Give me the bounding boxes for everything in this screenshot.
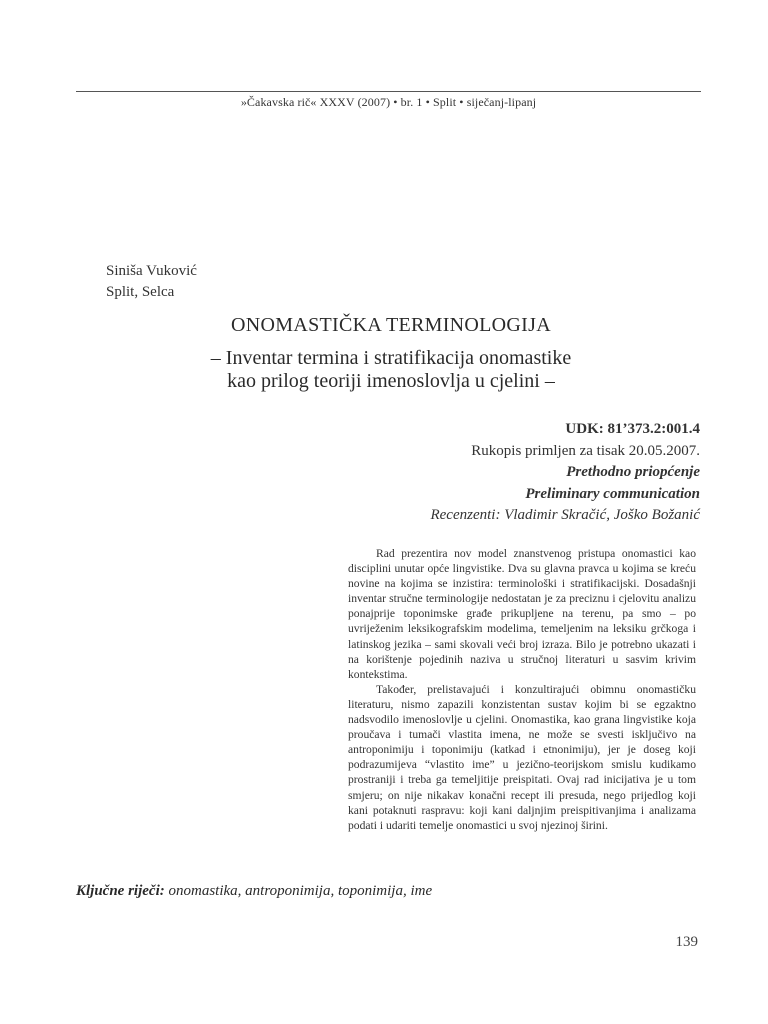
keywords-label: Ključne riječi: — [76, 883, 165, 899]
keywords — [76, 883, 432, 900]
abstract-paragraph: Rad prezentira nov model znanstvenog pristupa onomastici kao disciplini unutar opće lingvistike. Dva su glavna pravca u kojima se kreću novine na kojima se inzistira: terminološki i stratifikacijski. Dosadašnji inventar stručne terminologije nedostatan je za preciznu i cjelovitu analizu ponajprije toponimske građe prikupljene na terenu, pa smo – po uvriježenim leksikografskim modelima, temeljenim na leksiku grčkoga i latinskog jezika – sami skovali veći broj izraza. Bilo je potrebno ukazati i na korištenje pojedinih naziva u stručnoj literaturi u sasvim krivim kontekstima. — [348, 547, 696, 681]
article-type-en: Preliminary communication — [525, 485, 700, 502]
author-block — [106, 261, 197, 303]
reviewers: Recenzenti: Vladimir Skračić, Joško Božanić — [430, 507, 700, 523]
subtitle-line-1: – Inventar termina i stratifikacija onomastike — [210, 347, 572, 369]
keywords-text: onomastika, antroponimija, toponimija, ime — [168, 883, 433, 899]
subtitle-line-2: kao prilog teoriji imenoslovlja u cjelini – — [227, 370, 555, 392]
abstract — [348, 546, 696, 833]
author-location: Split, Selca — [106, 284, 175, 300]
page-number: 139 — [675, 934, 698, 950]
article-subtitle — [106, 347, 676, 393]
article-type-hr: Prethodno priopćenje — [566, 464, 700, 480]
header-rule — [76, 91, 701, 92]
udk-code: UDK: 81’373.2:001.4 — [565, 421, 700, 437]
abstract-paragraph: Također, prelistavajući i konzultirajući obimnu onomastičku literaturu, nismo zapazili konzistentan sustav kojim bi se egzaktno nadsvodilo imenoslovlje u cjelini. Onomastika, kao grana lingvistike koja proučava i tumači vlastita imena, ne može se svesti isključivo na antroponimiju i toponimiju (katkad i etnonimiju), jer je doseg koji podrazumijeva “vlastito ime” u jezično-teorijskom smislu kudikamo prostraniji i treba ga temeljitije preispitati. Ovaj rad inicijativa je u tom smjeru; on nije nikakav konačni recept ili presuda, nego prijedlog koji kani potaknuti raspravu: koji kani daljnjim preispitivanjima i analizama podati i udariti temelje onomastici u svoj njezinoj širini. — [348, 682, 696, 832]
article-title: ONOMASTIČKA TERMINOLOGIJA — [231, 314, 551, 336]
received-date: Rukopis primljen za tisak 20.05.2007. — [471, 442, 700, 459]
author-name: Siniša Vuković — [106, 263, 197, 279]
article-meta — [430, 419, 700, 527]
journal-header: »Čakavska rič« XXXV (2007) • br. 1 • Split • siječanj-lipanj — [240, 95, 537, 109]
